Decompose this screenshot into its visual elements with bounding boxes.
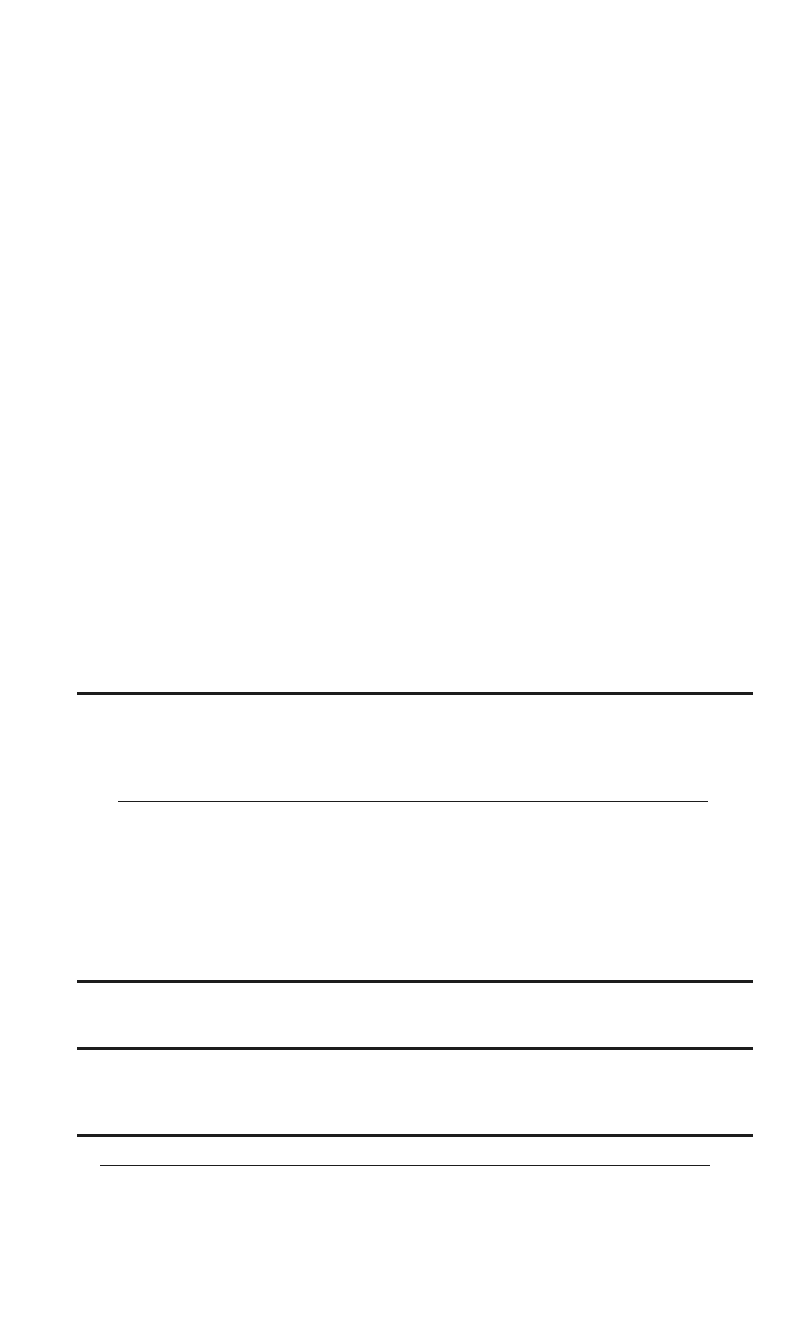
table-rule [77, 1047, 753, 1050]
header-rule [118, 801, 708, 802]
table-rule [77, 980, 753, 983]
table-rule [77, 692, 753, 695]
header-rule [100, 1165, 710, 1166]
table-rule [77, 1134, 753, 1137]
